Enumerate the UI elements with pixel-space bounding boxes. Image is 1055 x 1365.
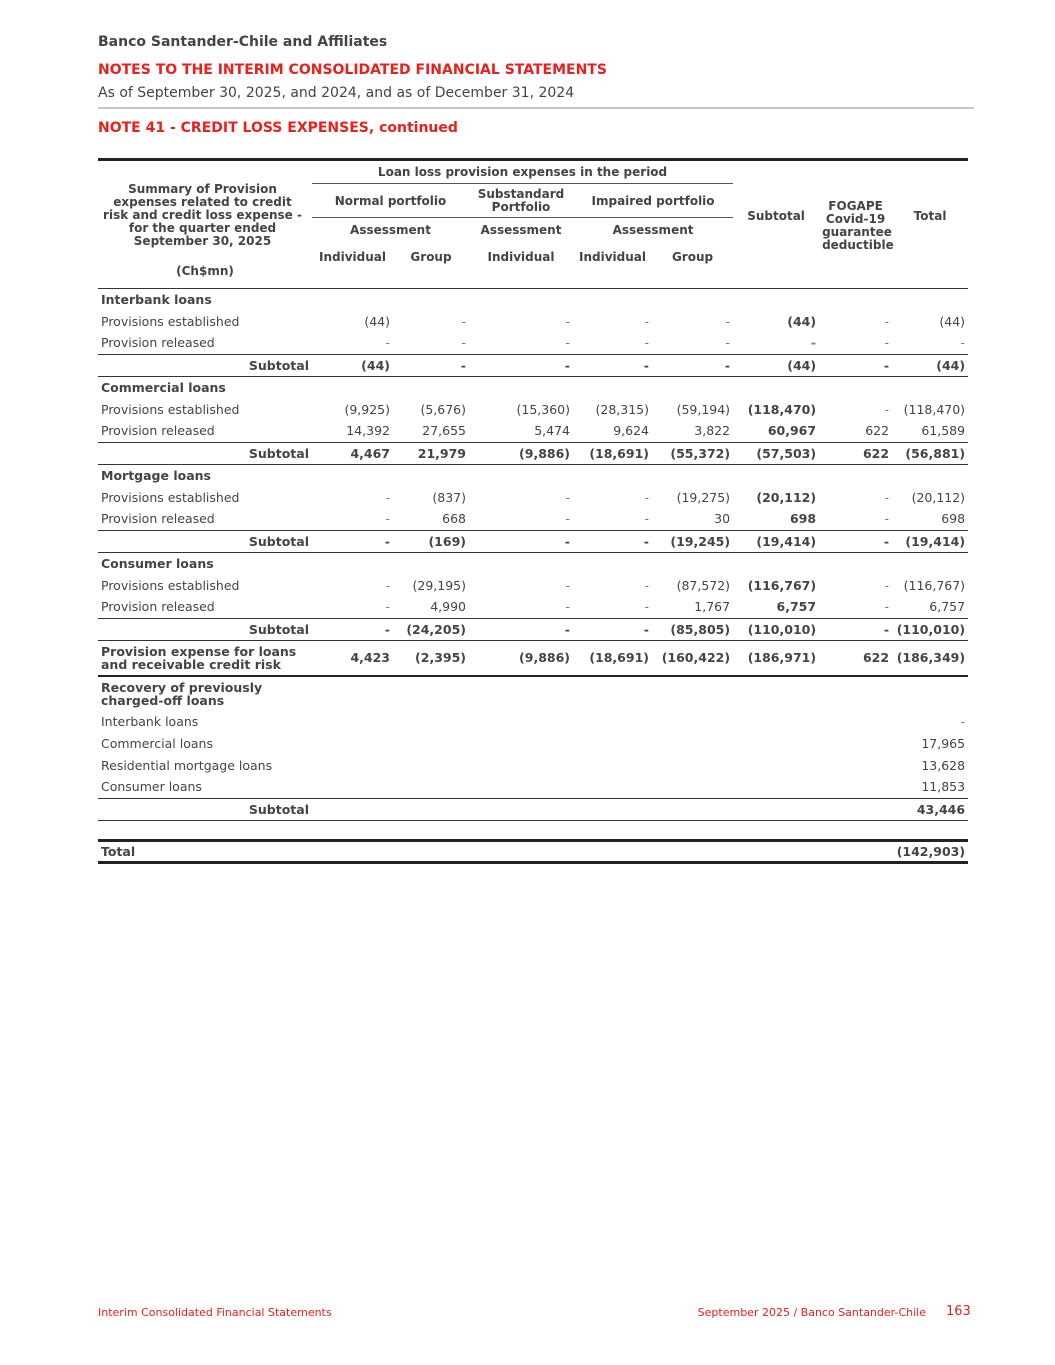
value-cell: 13,628	[921, 757, 966, 773]
value-cell: 4,990	[430, 599, 466, 615]
subtotal-row	[98, 530, 968, 552]
value-cell: -	[725, 335, 731, 351]
value-cell: -	[644, 511, 649, 527]
row-label: Residential mortgage loans	[101, 757, 273, 773]
value-cell: -	[573, 354, 652, 376]
unit-label: (Ch$mn)	[176, 263, 234, 278]
recovery-title: Recovery of previously charged-off loans	[101, 679, 263, 708]
value-cell: (116,767)	[903, 577, 966, 593]
total-row	[98, 840, 968, 862]
value-cell: -	[960, 713, 966, 729]
row-label: Provision released	[101, 335, 215, 351]
value-cell: -	[644, 577, 649, 593]
value-cell: (44)	[364, 313, 390, 329]
value-cell: 622	[819, 442, 892, 464]
impaired-portfolio-header: Impaired portfolio	[573, 184, 733, 218]
value-cell: 61,589	[921, 423, 966, 439]
value-cell: (20,112)	[756, 489, 817, 505]
subtotal-row	[98, 618, 968, 640]
value-cell: -	[385, 489, 390, 505]
value-cell: (55,372)	[652, 442, 733, 464]
total-label: Total	[98, 840, 312, 862]
row-label: Provisions established	[101, 401, 240, 417]
assessment-normal: Assessment	[350, 222, 431, 237]
value-cell: 60,967	[767, 423, 817, 439]
value-cell: -	[644, 489, 649, 505]
col-normal-individual: Individual	[319, 249, 386, 264]
value-cell: 14,392	[346, 423, 390, 439]
value-cell: -	[385, 335, 390, 351]
value-cell: -	[469, 530, 573, 552]
value-cell: (85,805)	[652, 618, 733, 640]
value-cell: -	[884, 313, 890, 329]
footer-left: Interim Consolidated Financial Statements	[98, 1306, 332, 1319]
value-cell: 668	[442, 511, 466, 527]
subtotal-label: Subtotal	[98, 530, 312, 552]
section-title: Consumer loans	[101, 555, 214, 571]
row-label: Consumer loans	[101, 779, 202, 795]
recovery-header-row	[98, 676, 968, 710]
as-of-date: As of September 30, 2025, and 2024, and as of December 31, 2024	[98, 85, 575, 101]
value-cell: (44)	[787, 313, 817, 329]
header-divider	[98, 107, 974, 109]
subtotal-label: Subtotal	[98, 618, 312, 640]
notes-title: NOTES TO THE INTERIM CONSOLIDATED FINANCIAL STATEMENTS	[98, 62, 607, 78]
col-impaired-group: Group	[671, 249, 714, 264]
value-cell: (9,886)	[469, 640, 573, 676]
section-header-row	[98, 552, 968, 574]
value-cell: 5,474	[534, 423, 570, 439]
value-cell: -	[461, 335, 466, 351]
value-cell: (110,010)	[733, 618, 819, 640]
value-cell: (19,414)	[733, 530, 819, 552]
substandard-portfolio-header: Substandard Portfolio	[469, 184, 573, 218]
subtotal-label: Subtotal	[98, 354, 312, 376]
value-cell: (44)	[892, 354, 968, 376]
value-cell: (87,572)	[676, 577, 731, 593]
value-cell: -	[652, 354, 733, 376]
value-cell: (2,395)	[393, 640, 469, 676]
value-cell: 1,767	[694, 599, 731, 615]
value-cell: 698	[941, 511, 966, 527]
value-cell: 4,423	[312, 640, 393, 676]
subtotal-label: Subtotal	[98, 442, 312, 464]
row-label: Provision released	[101, 423, 215, 439]
value-cell: 4,467	[312, 442, 393, 464]
value-cell: (29,195)	[412, 577, 466, 593]
assessment-impaired: Assessment	[612, 222, 694, 237]
row-label: Provisions established	[101, 577, 240, 593]
value-cell: -	[565, 577, 570, 593]
value-cell: 27,655	[422, 423, 466, 439]
table-row	[98, 596, 968, 618]
recovery-row	[98, 754, 968, 776]
col-total: Total	[892, 160, 968, 272]
value-cell: (24,205)	[393, 618, 469, 640]
row-label: Interbank loans	[101, 713, 199, 729]
value-cell: -	[884, 489, 890, 505]
row-label: Commercial loans	[101, 735, 213, 751]
value-cell: (9,925)	[344, 401, 390, 417]
value-cell: -	[819, 618, 892, 640]
recovery-row	[98, 776, 968, 798]
recovery-row	[98, 710, 968, 732]
table-row	[98, 310, 968, 332]
table-row	[98, 486, 968, 508]
value-cell: (186,971)	[733, 640, 819, 676]
value-cell: -	[565, 335, 570, 351]
value-cell: -	[884, 577, 890, 593]
value-cell: (19,275)	[676, 489, 731, 505]
value-cell: 11,853	[921, 779, 966, 795]
footer-right: September 2025 / Banco Santander-Chile	[697, 1306, 926, 1319]
value-cell: (19,414)	[892, 530, 968, 552]
value-cell: -	[469, 354, 573, 376]
value-cell: 698	[789, 511, 817, 527]
assessment-substandard: Assessment	[480, 222, 562, 237]
value-cell: 30	[714, 511, 731, 527]
table-row	[98, 508, 968, 530]
col-normal-group: Group	[410, 249, 452, 264]
value-cell: (59,194)	[676, 401, 731, 417]
value-cell: 21,979	[393, 442, 469, 464]
value-cell: (5,676)	[420, 401, 466, 417]
value-cell: 9,624	[613, 423, 649, 439]
value-cell: (110,010)	[892, 618, 968, 640]
note-title: NOTE 41 - CREDIT LOSS EXPENSES, continued	[98, 120, 458, 136]
value-cell: -	[461, 313, 466, 329]
section-header-row	[98, 464, 968, 486]
value-cell: (19,245)	[652, 530, 733, 552]
value-cell: (9,886)	[469, 442, 573, 464]
value-cell: -	[884, 599, 890, 615]
value-cell: -	[565, 313, 570, 329]
value-cell: -	[469, 618, 573, 640]
value-cell: (18,691)	[573, 640, 652, 676]
provision-expense-label: Provision expense for loans and receivable credit risk	[98, 640, 312, 676]
value-cell: (186,349)	[892, 640, 968, 676]
value-cell: 43,446	[892, 798, 968, 820]
value-cell: (169)	[393, 530, 469, 552]
row-label: Provisions established	[101, 313, 240, 329]
value-cell: -	[644, 335, 649, 351]
section-header-row	[98, 288, 968, 310]
section-title: Commercial loans	[101, 379, 226, 395]
value-cell: -	[960, 335, 966, 351]
section-header-row	[98, 376, 968, 398]
col-impaired-individual: Individual	[579, 249, 646, 264]
section-title: Mortgage loans	[101, 467, 211, 483]
provision-expense-row	[98, 640, 968, 676]
normal-portfolio-header: Normal portfolio	[312, 184, 469, 218]
value-cell: -	[393, 354, 469, 376]
value-cell: (118,470)	[747, 401, 817, 417]
total-value: (142,903)	[892, 840, 968, 862]
value-cell: -	[884, 511, 890, 527]
value-cell: -	[385, 599, 390, 615]
group-header: Loan loss provision expenses in the period	[312, 160, 733, 184]
value-cell: -	[884, 335, 890, 351]
value-cell: -	[810, 335, 817, 351]
value-cell: -	[565, 489, 570, 505]
value-cell: -	[644, 599, 649, 615]
recovery-subtotal-row	[98, 798, 968, 820]
value-cell: (837)	[432, 489, 466, 505]
value-cell: -	[884, 401, 890, 417]
table-row	[98, 420, 968, 442]
table-row	[98, 398, 968, 420]
value-cell: -	[819, 354, 892, 376]
value-cell: -	[312, 618, 393, 640]
value-cell: 6,757	[776, 599, 817, 615]
value-cell: -	[725, 313, 731, 329]
col-subtotal: Subtotal	[733, 160, 819, 272]
value-cell: -	[644, 313, 649, 329]
value-cell: (15,360)	[516, 401, 570, 417]
value-cell: -	[565, 511, 570, 527]
value-cell: -	[385, 577, 390, 593]
value-cell: -	[565, 599, 570, 615]
value-cell: (116,767)	[747, 577, 817, 593]
value-cell: (28,315)	[595, 401, 649, 417]
row-label: Provisions established	[101, 489, 240, 505]
recovery-row	[98, 732, 968, 754]
row-label: Provision released	[101, 599, 215, 615]
value-cell: (44)	[312, 354, 393, 376]
value-cell: -	[819, 530, 892, 552]
credit-loss-table	[98, 158, 968, 864]
value-cell: -	[385, 511, 390, 527]
value-cell: (44)	[733, 354, 819, 376]
row-label: Provision released	[101, 511, 215, 527]
value-cell: -	[573, 618, 652, 640]
value-cell: 622	[819, 640, 892, 676]
company-name: Banco Santander-Chile and Affiliates	[98, 34, 388, 50]
page-number: 163	[946, 1304, 971, 1319]
value-cell: (18,691)	[573, 442, 652, 464]
value-cell: 622	[865, 423, 890, 439]
col-substandard-individual: Individual	[487, 249, 555, 264]
subtotal-row	[98, 354, 968, 376]
value-cell: (160,422)	[652, 640, 733, 676]
value-cell: 3,822	[694, 423, 731, 439]
table-row	[98, 574, 968, 596]
value-cell: (44)	[939, 313, 966, 329]
value-cell: (118,470)	[903, 401, 966, 417]
value-cell: 6,757	[929, 599, 966, 615]
value-cell: -	[573, 530, 652, 552]
subtotal-row	[98, 442, 968, 464]
value-cell: (20,112)	[911, 489, 966, 505]
corner-label: Summary of Provision expenses related to credit risk and credit loss expense - for the quarter ended September 30, 2025	[98, 160, 312, 272]
value-cell: (57,503)	[733, 442, 819, 464]
col-fogape: FOGAPE Covid-19 guarantee deductible	[819, 160, 892, 272]
value-cell: 17,965	[921, 735, 966, 751]
value-cell: -	[312, 530, 393, 552]
value-cell: (56,881)	[892, 442, 968, 464]
subtotal-label: Subtotal	[98, 798, 312, 820]
section-title: Interbank loans	[101, 291, 212, 307]
table-row	[98, 332, 968, 354]
